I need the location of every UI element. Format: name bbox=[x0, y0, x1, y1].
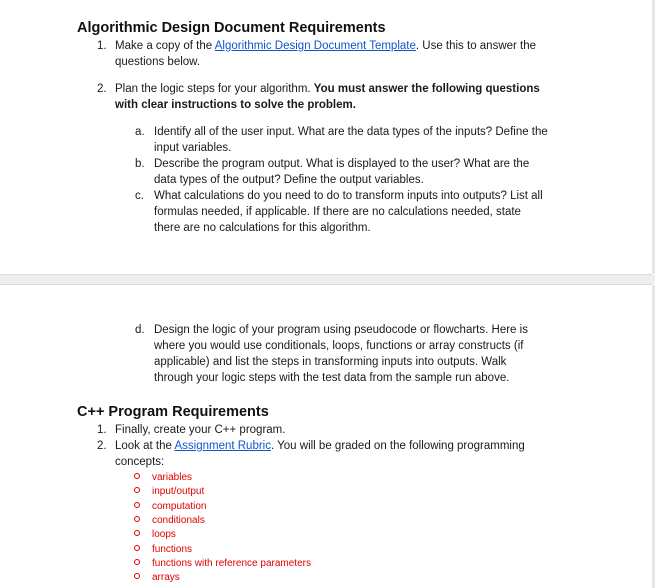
list-number: 1. bbox=[97, 424, 107, 436]
sublist-item-text: where you would use conditionals, loops, functions or array constructs (if bbox=[154, 340, 524, 352]
sublist-item-text: through your logic steps with the test data from the sample run above. bbox=[154, 372, 510, 384]
concept-label: variables bbox=[152, 472, 193, 483]
hollow-bullet-icon bbox=[134, 573, 140, 579]
concept-item bbox=[134, 485, 204, 499]
hollow-bullet-icon bbox=[134, 473, 140, 479]
hollow-bullet-icon bbox=[134, 530, 140, 536]
list-item-text: questions below. bbox=[115, 56, 201, 68]
list-item-text bbox=[115, 438, 525, 454]
sublist-item-text: What calculations do you need to do to transform inputs into outputs? List all bbox=[154, 190, 543, 202]
sublist-letter: c. bbox=[135, 190, 144, 202]
document-page-2 bbox=[0, 284, 652, 588]
algorithmic-design-template-link[interactable]: Algorithmic Design Document Template bbox=[214, 40, 416, 52]
document-page-1 bbox=[0, 0, 652, 275]
assignment-rubric-link[interactable]: Assignment Rubric bbox=[174, 440, 271, 452]
list-item-text: Finally, create your C++ program. bbox=[115, 424, 286, 436]
sublist-letter: d. bbox=[135, 324, 145, 336]
list-item-text bbox=[115, 38, 536, 54]
concept-item bbox=[134, 514, 205, 528]
bold-instruction: with clear instructions to solve the problem. bbox=[115, 99, 356, 111]
page-break bbox=[0, 275, 655, 284]
text-fragment: Make a copy of the bbox=[115, 40, 215, 52]
concept-label: computation bbox=[152, 501, 207, 512]
sublist-item-text: there are no calculations for this algorithm. bbox=[154, 222, 371, 234]
sublist-item-text: Design the logic of your program using pseudocode or flowcharts. Here is bbox=[154, 324, 528, 336]
sublist-item-text: Identify all of the user input. What are the data types of the inputs? Define the bbox=[154, 126, 548, 138]
text-fragment: . You will be graded on the following programming bbox=[270, 440, 525, 452]
concept-label: conditionals bbox=[152, 515, 205, 526]
concept-item bbox=[134, 528, 176, 542]
concept-label: functions with reference parameters bbox=[152, 558, 311, 569]
concept-item bbox=[134, 500, 206, 514]
sublist-item-text: formulas needed, if applicable. If there are no calculations needed, state bbox=[154, 206, 521, 218]
concept-label: input/output bbox=[152, 486, 205, 497]
sublist-item-text: Describe the program output. What is displayed to the user? What are the bbox=[154, 158, 530, 170]
concept-item bbox=[134, 543, 192, 557]
text-fragment: Look at the bbox=[115, 440, 175, 452]
hollow-bullet-icon bbox=[134, 516, 140, 522]
sublist-letter: b. bbox=[135, 158, 145, 170]
sublist-letter: a. bbox=[135, 126, 145, 138]
concept-label: functions bbox=[152, 544, 193, 555]
hollow-bullet-icon bbox=[134, 559, 140, 565]
sublist-item-text: data types of the output? Define the output variables. bbox=[154, 174, 424, 186]
list-number: 2. bbox=[97, 440, 107, 452]
concept-label: loops bbox=[152, 529, 176, 540]
concept-label: arrays bbox=[152, 572, 180, 583]
hollow-bullet-icon bbox=[134, 502, 140, 508]
section-heading-cpp-program: C++ Program Requirements bbox=[77, 404, 269, 420]
bold-instruction: You must answer the following questions bbox=[313, 83, 540, 95]
list-number: 2. bbox=[97, 83, 107, 95]
text-fragment: Plan the logic steps for your algorithm. bbox=[115, 83, 314, 95]
list-item-text bbox=[115, 81, 540, 97]
sublist-item-text: applicable) and list the steps in transforming inputs into outputs. Walk bbox=[154, 356, 507, 368]
text-fragment: . Use this to answer the bbox=[415, 40, 537, 52]
list-item-text: concepts: bbox=[115, 456, 165, 468]
concept-item bbox=[134, 571, 180, 585]
section-heading-algorithmic-design: Algorithmic Design Document Requirements bbox=[77, 20, 386, 36]
hollow-bullet-icon bbox=[134, 545, 140, 551]
sublist-item-text: input variables. bbox=[154, 142, 232, 154]
list-number: 1. bbox=[97, 40, 107, 52]
concept-item bbox=[134, 471, 192, 485]
concept-item bbox=[134, 557, 311, 571]
hollow-bullet-icon bbox=[134, 487, 140, 493]
